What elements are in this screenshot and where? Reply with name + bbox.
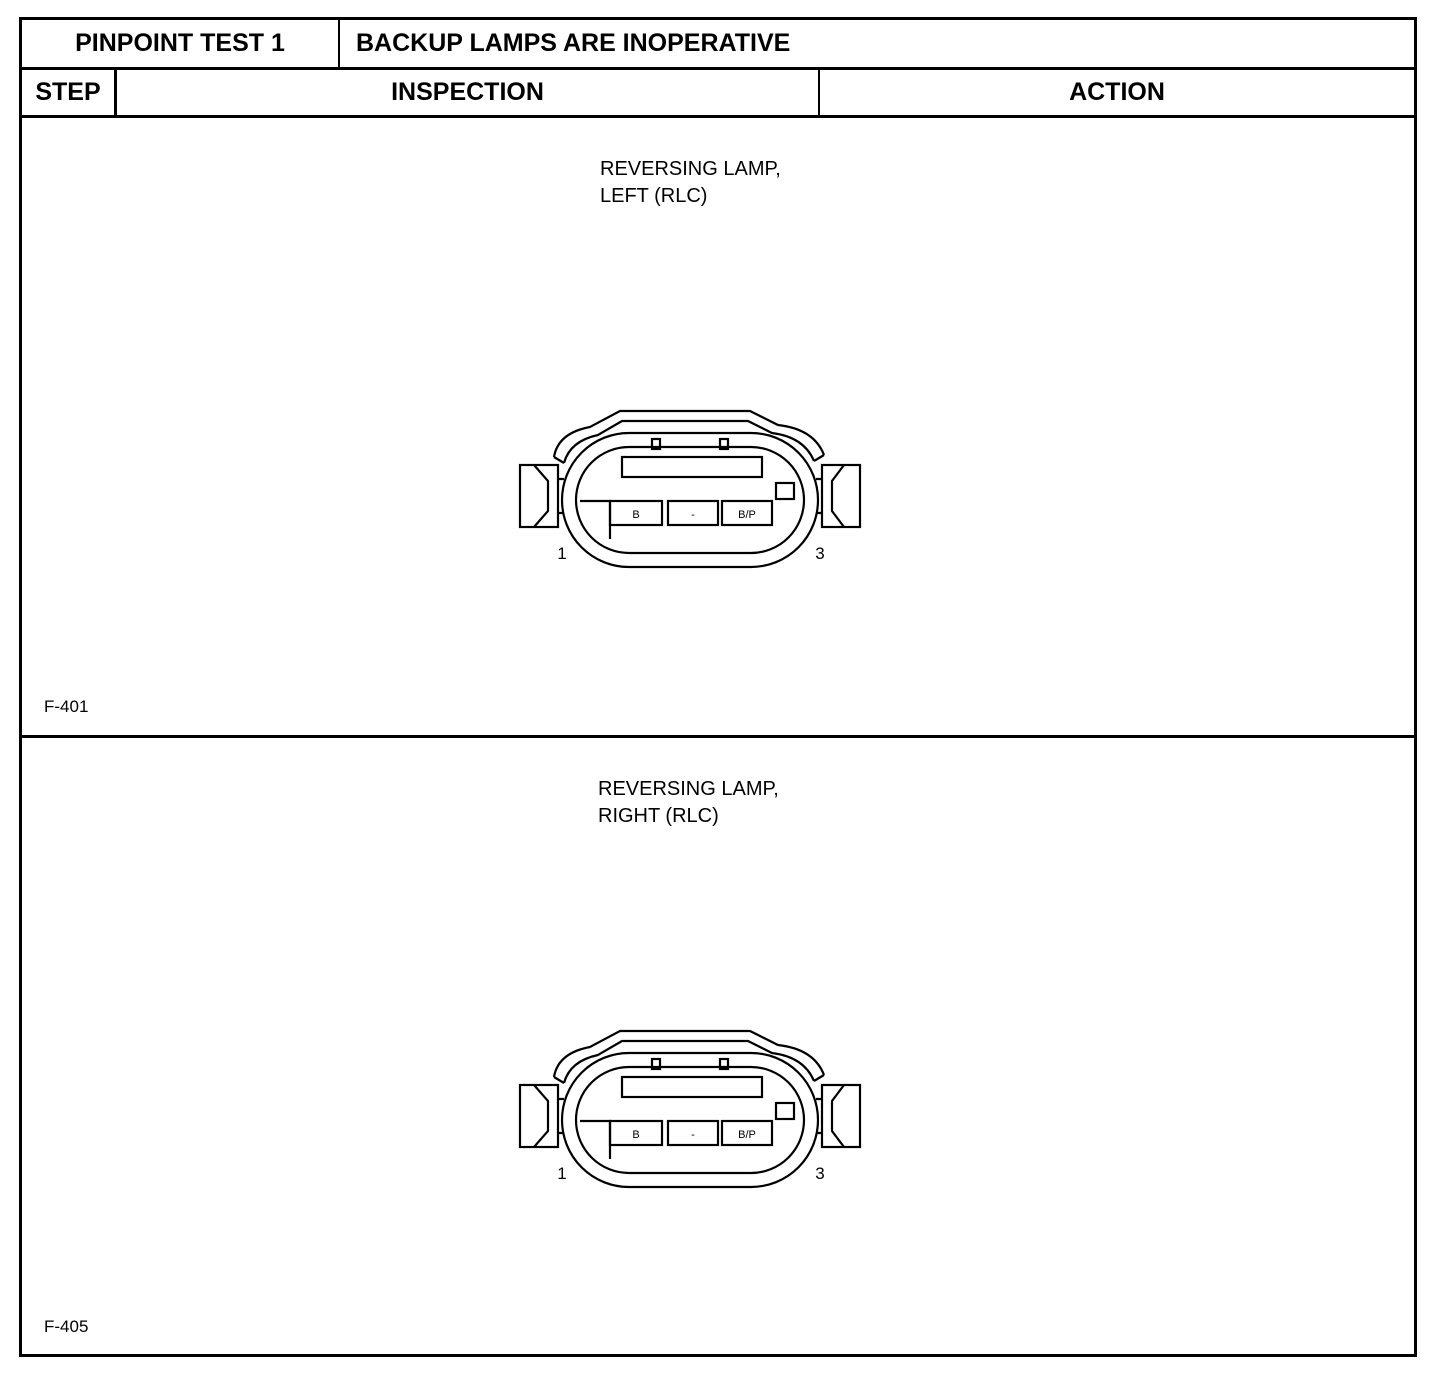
pinpoint-test-table — [19, 17, 1417, 1357]
figure-panel-right — [22, 738, 1414, 1354]
inspection-column-header: INSPECTION — [117, 70, 820, 115]
step-column-header: STEP — [22, 70, 117, 115]
figure-caption — [600, 156, 781, 210]
caption-line-2: RIGHT (RLC) — [598, 805, 719, 827]
figure-id: F-405 — [44, 1317, 89, 1336]
figure-panel-left — [22, 118, 1414, 738]
test-number-label: PINPOINT TEST 1 — [22, 20, 340, 67]
pin-number-first: 1 — [557, 544, 567, 563]
pin-label: B/P — [738, 1129, 756, 1141]
pin-label: - — [691, 509, 695, 521]
action-column-header: ACTION — [1069, 78, 1165, 106]
pin-label: - — [691, 1129, 695, 1141]
pin-number-last: 3 — [815, 544, 825, 563]
connector-diagram — [518, 405, 864, 575]
figure-caption — [598, 776, 779, 830]
caption-line-1: REVERSING LAMP, — [600, 158, 781, 180]
figure-id: F-401 — [44, 697, 89, 716]
caption-line-1: REVERSING LAMP, — [598, 778, 779, 800]
pin-label: B — [632, 1129, 640, 1141]
pin-number-first: 1 — [557, 1164, 567, 1183]
caption-line-2: LEFT (RLC) — [600, 185, 708, 207]
connector-diagram — [518, 1025, 864, 1195]
pin-number-last: 3 — [815, 1164, 825, 1183]
test-header-row — [22, 20, 1414, 70]
pin-label: B/P — [738, 509, 756, 521]
pin-label: B — [632, 509, 640, 521]
column-header-row — [22, 70, 1414, 118]
test-title: BACKUP LAMPS ARE INOPERATIVE — [356, 29, 791, 57]
